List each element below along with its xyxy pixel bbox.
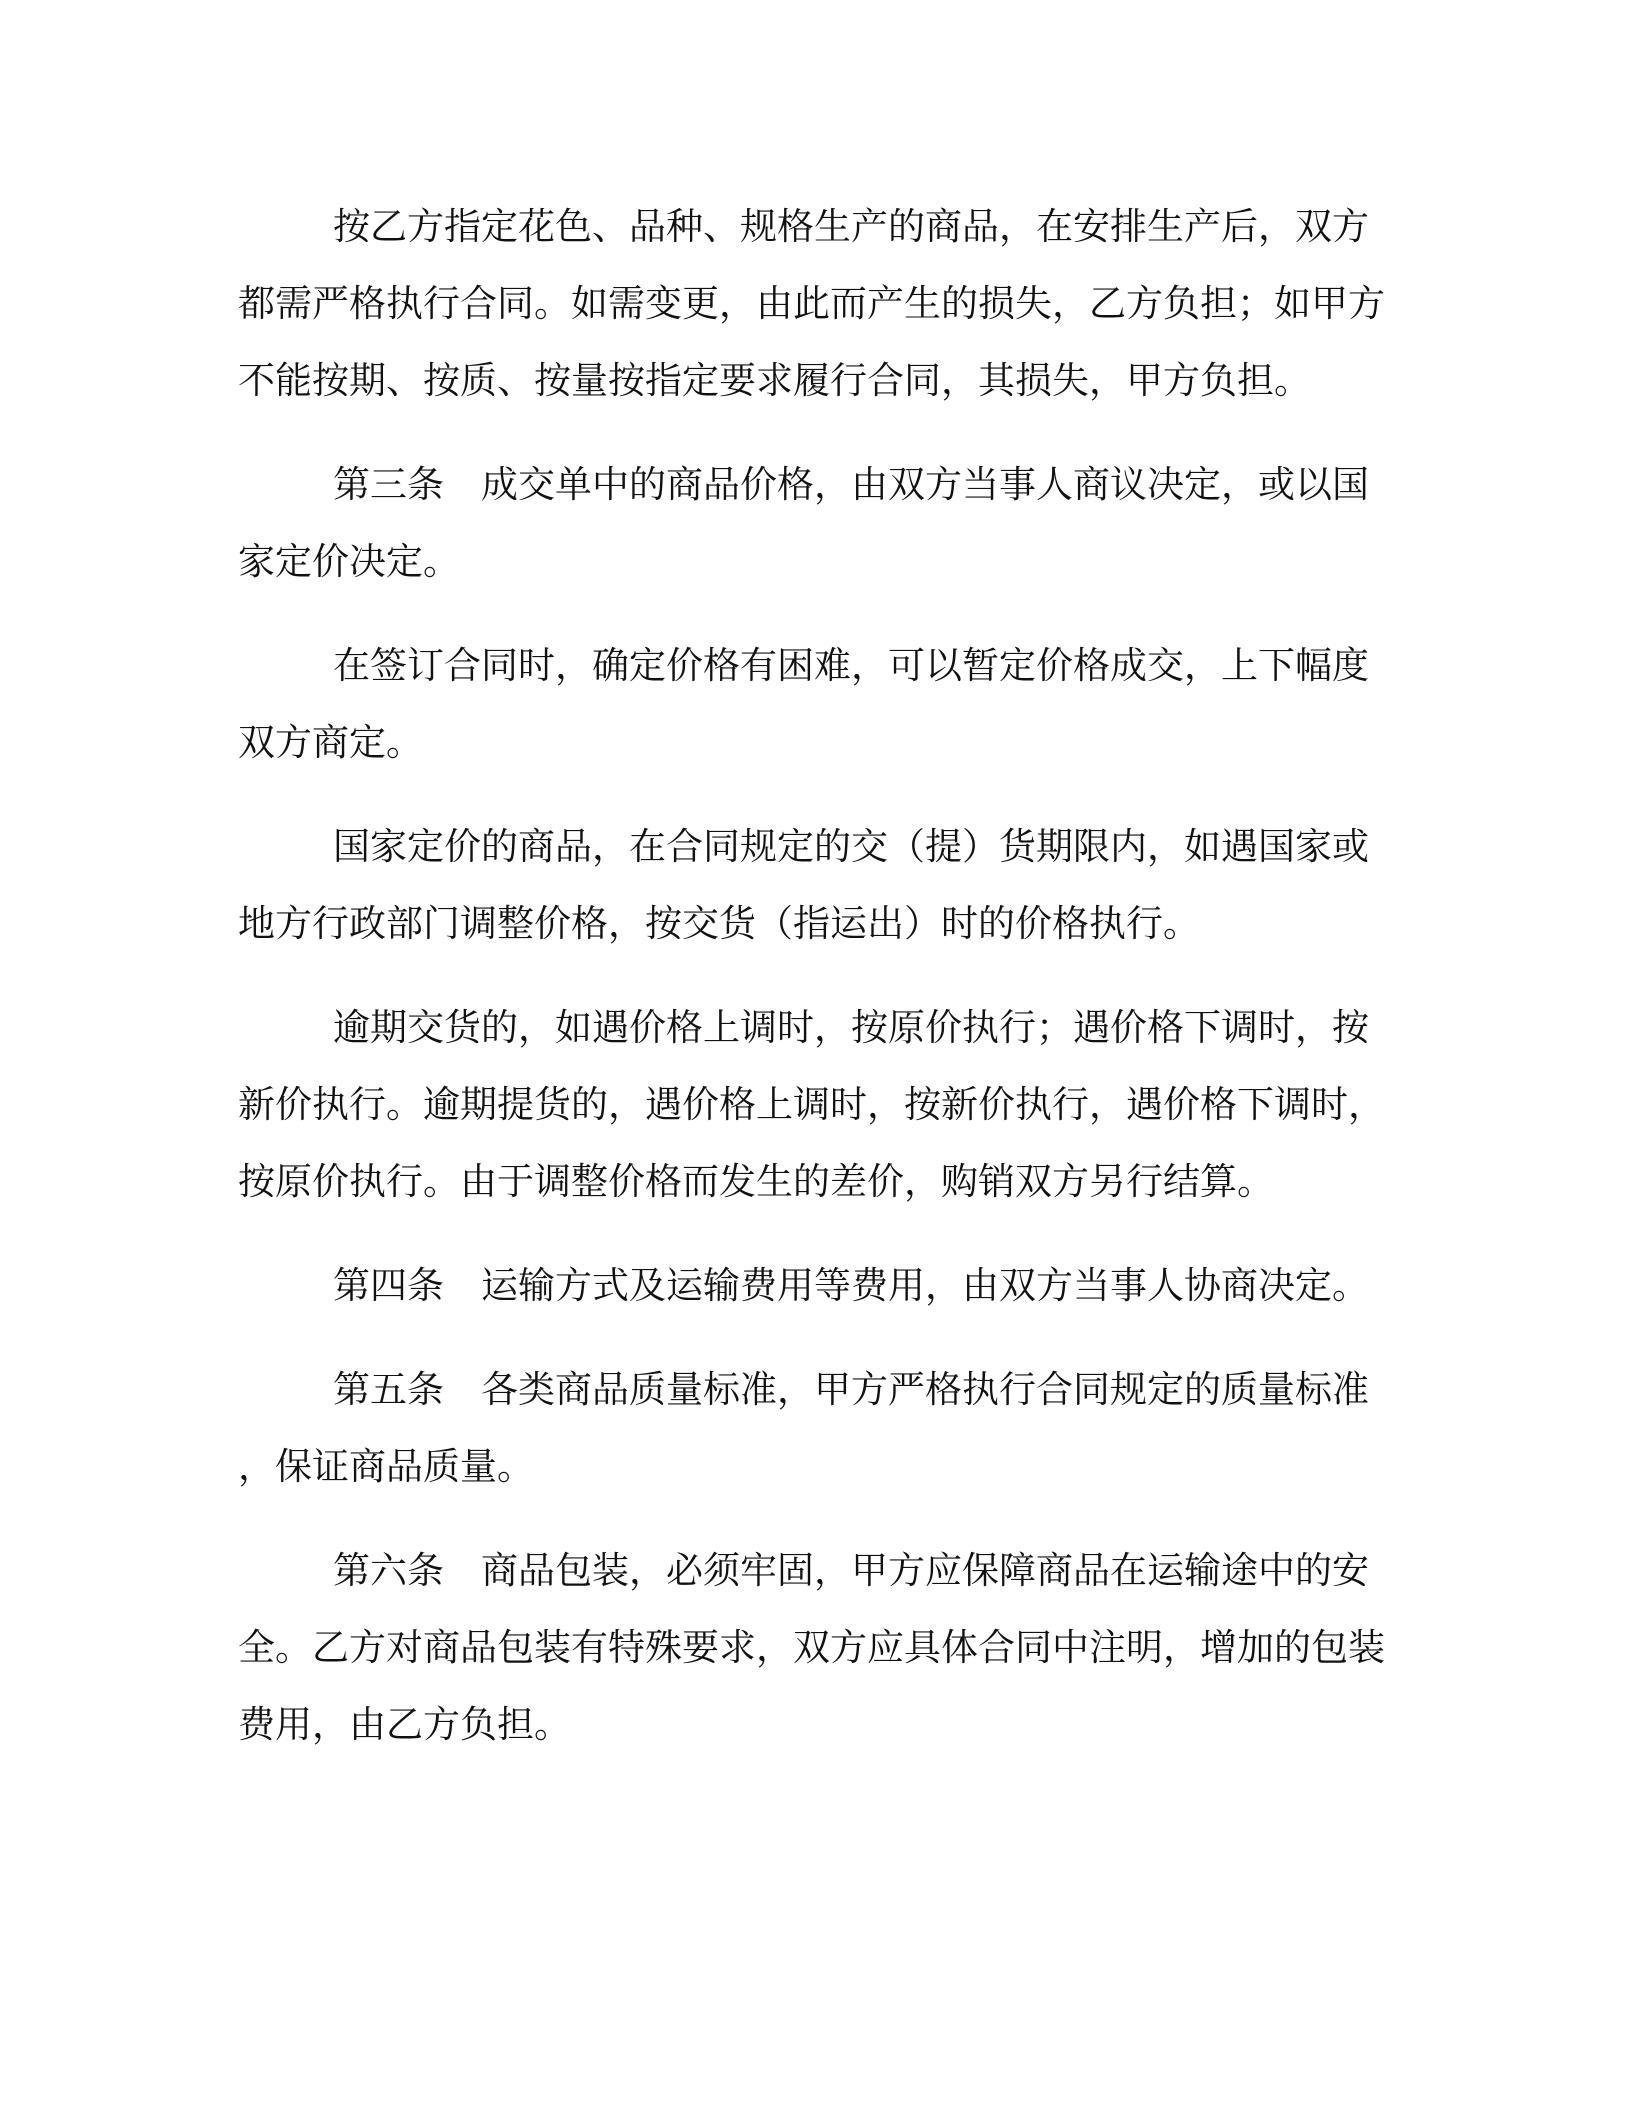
paragraph-provisional-price (238, 627, 1388, 781)
paragraph-line: 国家定价的商品，在合同规定的交（提）货期限内，如遇国家或 (333, 825, 1369, 868)
paragraph-state-pricing (238, 808, 1388, 962)
paragraph-overdue-delivery (238, 989, 1388, 1220)
paragraph-line: 保证商品质量。 (275, 1445, 534, 1488)
paragraph-line: 逾期交货的，如遇价格上调时，按原价执行；遇价格下调时，按 (333, 1006, 1369, 1049)
article-5 (238, 1351, 1388, 1505)
paragraph-line: 新价执行。逾期提货的，遇价格上调时，按新价执行，遇价格下调时， (238, 1083, 1385, 1126)
document-body (238, 188, 1388, 1790)
article-6 (238, 1532, 1388, 1763)
paragraph-line: 各类商品质量标准，甲方严格执行合同规定的质量标准， (238, 1368, 1369, 1488)
article-number: 第三条 (333, 463, 444, 506)
paragraph-line: 家定价决定。 (238, 540, 460, 583)
paragraph-line: 双方商定。 (238, 721, 423, 764)
paragraph-line: 商品包装，必须牢固，甲方应保障商品在运输途中的安 (481, 1549, 1369, 1592)
paragraph-line: 按原价执行。由于调整价格而发生的差价，购销双方另行结算。 (238, 1160, 1274, 1203)
article-4 (238, 1247, 1388, 1324)
article-number: 第六条 (333, 1549, 444, 1592)
paragraph-line: 按乙方指定花色、品种、规格生产的商品，在安排生产后，双方 (333, 205, 1369, 248)
article-number: 第五条 (333, 1368, 444, 1411)
paragraph-line: 都需严格执行合同。如需变更，由此而产生的损失，乙方负担；如甲 (238, 282, 1348, 325)
paragraph-custom-goods (238, 188, 1388, 419)
paragraph-line: 方不能按期、按质、按量按指定要求履行合同，其损失，甲方负担。 (238, 282, 1385, 402)
paragraph-line: 地方行政部门调整价格，按交货（指运出）时的价格执行。 (238, 902, 1200, 945)
paragraph-line: 运输方式及运输费用等费用，由双方当事人协商决定。 (481, 1264, 1369, 1307)
article-number: 第四条 (333, 1264, 444, 1307)
article-3 (238, 446, 1388, 600)
paragraph-line: 装费用，由乙方负担。 (238, 1626, 1385, 1746)
paragraph-line: 成交单中的商品价格，由双方当事人商议决定，或以国 (481, 463, 1369, 506)
paragraph-line: 全。乙方对商品包装有特殊要求，双方应具体合同中注明，增加的包 (238, 1626, 1348, 1669)
paragraph-line: 在签订合同时，确定价格有困难，可以暂定价格成交，上下幅度 (333, 644, 1369, 687)
